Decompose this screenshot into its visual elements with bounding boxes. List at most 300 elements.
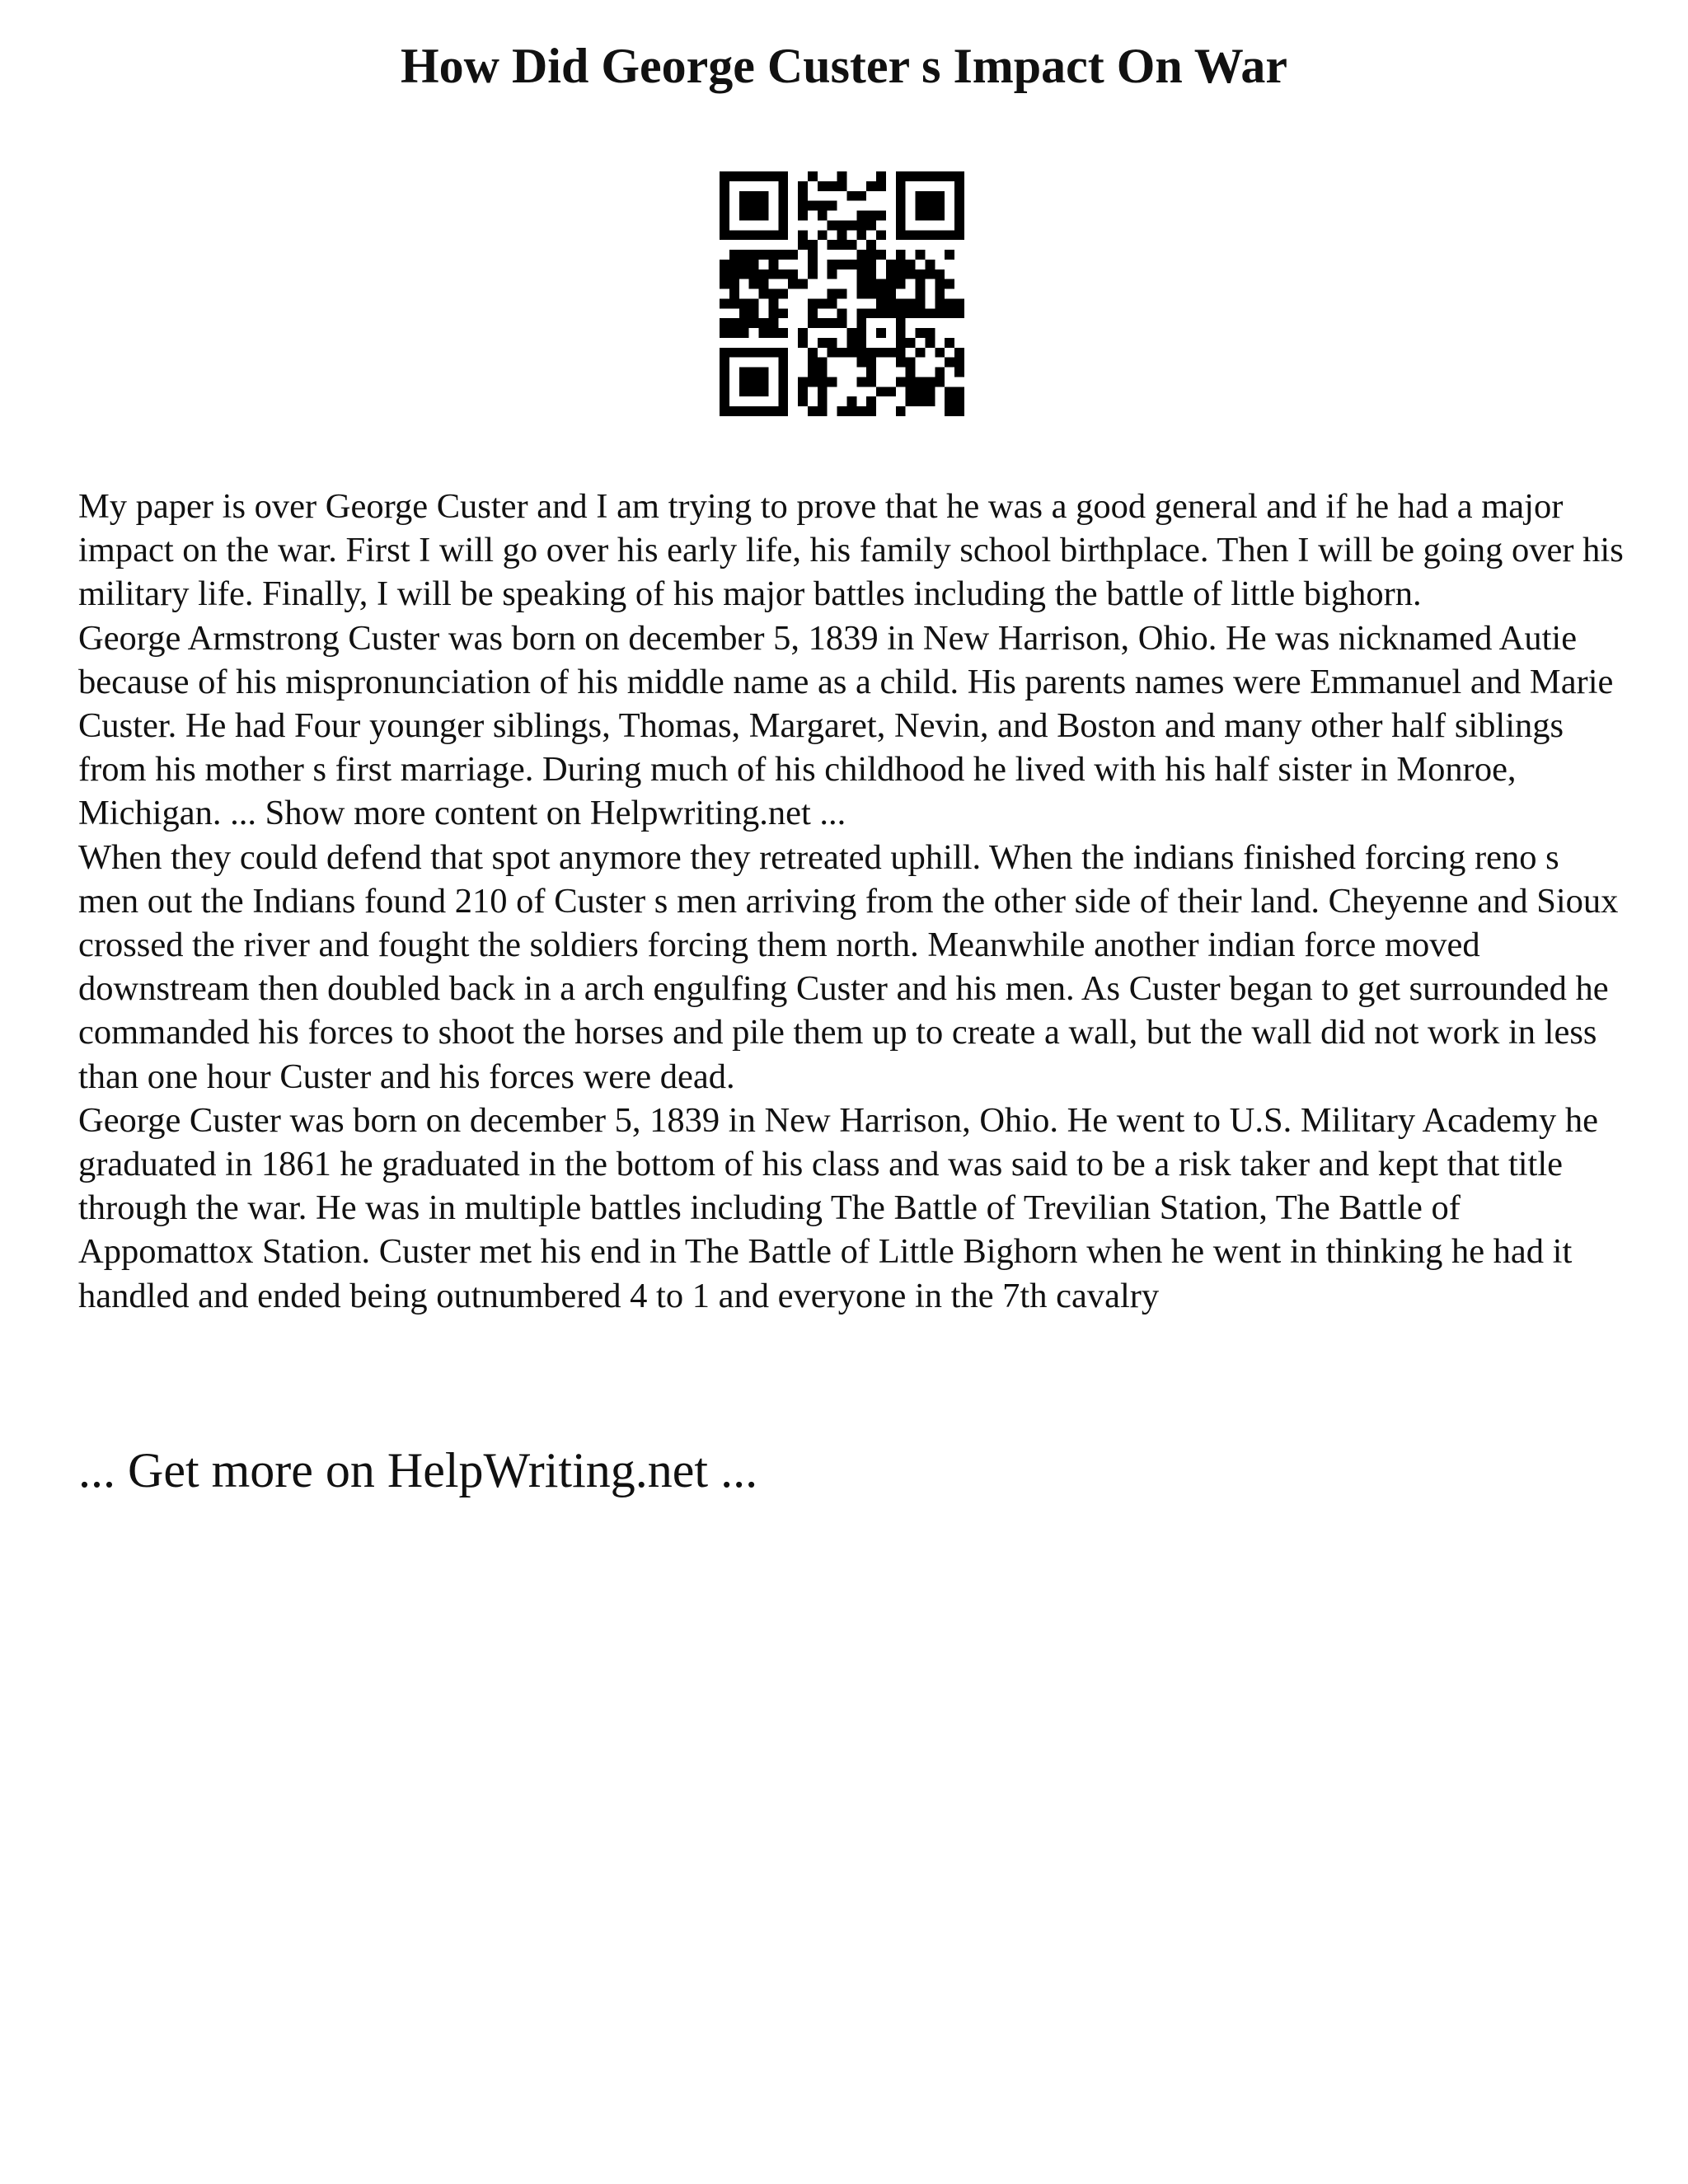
qr-module — [778, 406, 788, 416]
qr-module — [945, 250, 954, 260]
qr-module — [906, 358, 916, 368]
qr-module — [886, 348, 896, 358]
qr-module — [818, 298, 828, 308]
qr-module — [828, 240, 837, 250]
qr-module — [808, 368, 818, 377]
qr-module — [729, 230, 739, 240]
qr-module — [837, 308, 847, 318]
qr-module — [925, 377, 935, 387]
qr-module — [916, 348, 926, 358]
qr-module — [720, 387, 729, 396]
qr-module — [906, 387, 916, 396]
qr-module — [778, 348, 788, 358]
qr-module — [759, 406, 769, 416]
qr-module — [954, 220, 964, 230]
qr-module — [866, 279, 876, 289]
qr-module — [896, 298, 906, 308]
qr-module — [768, 171, 778, 181]
qr-module — [828, 298, 837, 308]
qr-module — [866, 181, 876, 191]
qr-module — [896, 358, 906, 368]
qr-module — [788, 279, 798, 289]
qr-module — [896, 328, 906, 338]
qr-module — [759, 201, 769, 211]
qr-module — [828, 377, 837, 387]
qr-module — [818, 396, 828, 406]
qr-module — [876, 211, 886, 221]
qr-module — [798, 396, 808, 406]
qr-module — [778, 289, 788, 299]
qr-module — [837, 171, 847, 181]
qr-module — [759, 318, 769, 328]
qr-module — [886, 260, 896, 269]
qr-module — [778, 220, 788, 230]
qr-module — [720, 230, 729, 240]
qr-module — [759, 289, 769, 299]
qr-module — [768, 308, 778, 318]
qr-module — [945, 230, 954, 240]
qr-module — [749, 191, 759, 201]
qr-module — [759, 250, 769, 260]
qr-module — [837, 318, 847, 328]
qr-module — [876, 279, 886, 289]
qr-module — [720, 377, 729, 387]
qr-module — [856, 289, 866, 299]
qr-module — [935, 377, 945, 387]
qr-module — [788, 269, 798, 279]
qr-module — [925, 308, 935, 318]
qr-module — [778, 230, 788, 240]
qr-module — [739, 269, 749, 279]
qr-module — [846, 191, 856, 201]
qr-module — [798, 240, 808, 250]
qr-module — [906, 396, 916, 406]
qr-module — [798, 230, 808, 240]
qr-module — [828, 338, 837, 348]
paragraph-intro: My paper is over George Custer and I am trying to prove that he was a good general and if he had a major impact on the war. First I will go over his early life, his family school birthplace. Then I will be going over his military life. Finally, I will be speaking of his major battles including the battle of little bighorn. — [78, 487, 1624, 614]
qr-module — [818, 318, 828, 328]
qr-module — [945, 396, 954, 406]
qr-module — [739, 348, 749, 358]
qr-module — [896, 377, 906, 387]
qr-module — [729, 348, 739, 358]
qr-module — [935, 308, 945, 318]
qr-module — [906, 230, 916, 240]
qr-module — [729, 318, 739, 328]
qr-module — [866, 250, 876, 260]
qr-module — [916, 308, 926, 318]
qr-module — [778, 211, 788, 221]
qr-module — [954, 298, 964, 308]
qr-module — [818, 358, 828, 368]
qr-module — [798, 201, 808, 211]
qr-module — [828, 348, 837, 358]
paragraph-battle: When they could defend that spot anymore they retreated uphill. When the indians finished forcing reno s men out the Indians found 210 of Custer s men arriving from the other side of their land. Cheyenne and Sioux crossed the river and fought the soldiers forcing them north. Meanwhile another indian force moved downstream then doubled back in a arch engulfing Custer and his men. As Custer began to get surrounded he commanded his forces to shoot the horses and pile them up to create a wall, but the wall did not work in less than one hour Custer and his forces were dead. — [78, 837, 1619, 1096]
qr-module — [778, 396, 788, 406]
qr-module — [749, 279, 759, 289]
qr-module — [759, 348, 769, 358]
qr-module — [896, 181, 906, 191]
qr-module — [837, 240, 847, 250]
qr-module — [739, 308, 749, 318]
qr-module — [866, 269, 876, 279]
qr-module — [916, 269, 926, 279]
qr-module — [808, 406, 818, 416]
qr-module — [906, 269, 916, 279]
qr-module — [866, 406, 876, 416]
qr-module — [739, 191, 749, 201]
qr-module — [925, 269, 935, 279]
qr-module — [886, 298, 896, 308]
qr-module — [856, 318, 866, 328]
qr-module — [729, 250, 739, 260]
qr-module — [896, 211, 906, 221]
qr-module — [866, 260, 876, 269]
qr-module — [808, 240, 818, 250]
qr-module — [778, 368, 788, 377]
document-body — [78, 485, 1628, 1318]
qr-module — [896, 260, 906, 269]
qr-module — [818, 387, 828, 396]
qr-module — [935, 230, 945, 240]
page-title: How Did George Custer s Impact On War — [400, 39, 1288, 93]
qr-module — [846, 260, 856, 269]
qr-module — [768, 289, 778, 299]
qr-module — [925, 211, 935, 221]
qr-module — [749, 211, 759, 221]
qr-module — [739, 318, 749, 328]
qr-module — [749, 308, 759, 318]
qr-module — [729, 298, 739, 308]
qr-module — [954, 406, 964, 416]
qr-module — [759, 171, 769, 181]
qr-module — [759, 328, 769, 338]
qr-module — [945, 338, 954, 348]
qr-module — [837, 348, 847, 358]
qr-module — [866, 220, 876, 230]
qr-module — [828, 289, 837, 299]
qr-code-icon — [720, 171, 964, 416]
qr-module — [720, 220, 729, 230]
qr-module — [720, 328, 729, 338]
qr-module — [720, 358, 729, 368]
qr-module — [945, 171, 954, 181]
qr-module — [945, 308, 954, 318]
qr-module — [720, 201, 729, 211]
qr-module — [846, 406, 856, 416]
qr-module — [759, 279, 769, 289]
qr-module — [925, 171, 935, 181]
qr-module — [837, 220, 847, 230]
qr-module — [778, 201, 788, 211]
qr-module — [896, 269, 906, 279]
qr-module — [856, 269, 866, 279]
qr-module — [808, 318, 818, 328]
qr-module — [759, 387, 769, 396]
qr-module — [886, 308, 896, 318]
qr-module — [768, 406, 778, 416]
qr-module — [935, 348, 945, 358]
qr-module — [896, 191, 906, 201]
qr-module — [808, 260, 818, 269]
qr-module — [798, 211, 808, 221]
qr-module — [896, 230, 906, 240]
qr-module — [916, 396, 926, 406]
qr-module — [749, 269, 759, 279]
qr-module — [954, 211, 964, 221]
qr-module — [749, 368, 759, 377]
qr-module — [729, 171, 739, 181]
qr-module — [759, 368, 769, 377]
qr-module — [866, 396, 876, 406]
paragraph-early-life: George Armstrong Custer was born on december 5, 1839 in New Harrison, Ohio. He was nicknamed Autie because of his mispronunciation of his middle name as a child. His parents names were Emmanuel and Marie Custer. He had Four younger siblings, Thomas, Margaret, Nevin, and Boston and many other half siblings from his mother s first marriage. During much of his childhood he lived with his half sister in Monroe, Michigan. ... Show more content on Helpwriting.net ... — [78, 618, 1614, 833]
qr-module — [856, 260, 866, 269]
qr-module — [739, 250, 749, 260]
qr-module — [739, 201, 749, 211]
qr-module — [876, 289, 886, 299]
qr-module — [759, 211, 769, 221]
qr-module — [729, 328, 739, 338]
qr-module — [720, 348, 729, 358]
qr-module — [778, 191, 788, 201]
qr-module — [729, 279, 739, 289]
qr-module — [896, 171, 906, 181]
qr-module — [896, 250, 906, 260]
qr-module — [749, 260, 759, 269]
qr-module — [935, 171, 945, 181]
qr-module — [729, 260, 739, 269]
qr-module — [720, 269, 729, 279]
qr-module — [876, 328, 886, 338]
qr-module — [896, 279, 906, 289]
qr-module — [749, 348, 759, 358]
qr-module — [866, 368, 876, 377]
qr-module — [828, 260, 837, 269]
qr-module — [906, 260, 916, 269]
qr-module — [935, 289, 945, 299]
qr-module — [739, 387, 749, 396]
qr-module — [906, 298, 916, 308]
qr-module — [768, 269, 778, 279]
get-more-link[interactable]: ... Get more on HelpWriting.net ... — [78, 1443, 758, 1497]
qr-module — [856, 338, 866, 348]
qr-module — [739, 298, 749, 308]
qr-module — [759, 377, 769, 387]
qr-module — [886, 289, 896, 299]
qr-module — [945, 406, 954, 416]
qr-module — [798, 338, 808, 348]
qr-module — [945, 298, 954, 308]
qr-module — [925, 260, 935, 269]
qr-module — [778, 387, 788, 396]
paragraph-summary: George Custer was born on december 5, 1839 in New Harrison, Ohio. He went to U.S. Military Academy he graduated in 1861 he graduated in the bottom of his class and was said to be a risk taker and kept that title through the war. He was in multiple battles including The Battle of Trevilian Station, The Battle of Appomattox Station. Custer met his end in The Battle of Little Bighorn when he went in thinking he had it handled and ended being outnumbered 4 to 1 and everyone in the 7th cavalry — [78, 1100, 1599, 1315]
qr-module — [954, 181, 964, 191]
qr-module — [856, 377, 866, 387]
qr-module — [906, 377, 916, 387]
qr-module — [798, 279, 808, 289]
qr-module — [916, 377, 926, 387]
qr-module — [778, 358, 788, 368]
qr-module — [954, 230, 964, 240]
qr-module — [768, 348, 778, 358]
qr-module — [749, 298, 759, 308]
qr-module — [925, 387, 935, 396]
qr-module — [846, 240, 856, 250]
qr-module — [935, 191, 945, 201]
qr-module — [739, 328, 749, 338]
qr-module — [896, 308, 906, 318]
qr-module — [846, 328, 856, 338]
qr-module — [808, 298, 818, 308]
qr-module — [739, 377, 749, 387]
qr-module — [876, 250, 886, 260]
qr-module — [925, 338, 935, 348]
qr-module — [945, 279, 954, 289]
qr-module — [808, 171, 818, 181]
qr-module — [954, 201, 964, 211]
qr-module — [828, 181, 837, 191]
qr-module — [837, 260, 847, 269]
qr-module — [886, 269, 896, 279]
qr-module — [896, 201, 906, 211]
qr-module — [768, 318, 778, 328]
qr-module — [818, 377, 828, 387]
qr-module — [808, 269, 818, 279]
qr-module — [866, 358, 876, 368]
qr-module — [749, 318, 759, 328]
qr-module — [798, 387, 808, 396]
qr-module — [818, 181, 828, 191]
qr-module — [828, 269, 837, 279]
qr-module — [856, 191, 866, 201]
qr-module — [749, 406, 759, 416]
qr-module — [720, 260, 729, 269]
qr-module — [759, 230, 769, 240]
qr-module — [837, 406, 847, 416]
qr-module — [866, 289, 876, 299]
qr-module — [916, 250, 926, 260]
qr-module — [720, 298, 729, 308]
qr-module — [925, 396, 935, 406]
qr-module — [935, 279, 945, 289]
qr-module — [935, 368, 945, 377]
qr-module — [778, 328, 788, 338]
qr-module — [866, 211, 876, 221]
qr-module — [876, 348, 886, 358]
qr-module — [954, 171, 964, 181]
qr-module — [954, 387, 964, 396]
qr-module — [846, 348, 856, 358]
qr-module — [856, 328, 866, 338]
qr-module — [935, 211, 945, 221]
qr-module — [749, 377, 759, 387]
qr-module — [876, 230, 886, 240]
qr-module — [935, 298, 945, 308]
qr-module — [866, 240, 876, 250]
qr-module — [818, 211, 828, 221]
qr-module — [828, 318, 837, 328]
qr-module — [876, 387, 886, 396]
qr-module — [906, 308, 916, 318]
qr-module — [876, 171, 886, 181]
qr-module — [954, 348, 964, 358]
qr-module — [828, 201, 837, 211]
qr-module — [768, 250, 778, 260]
qr-module — [896, 220, 906, 230]
qr-module — [729, 269, 739, 279]
qr-module — [808, 308, 818, 318]
qr-module — [896, 338, 906, 348]
qr-module — [749, 171, 759, 181]
qr-module — [720, 318, 729, 328]
qr-module — [749, 230, 759, 240]
qr-module — [768, 298, 778, 308]
qr-module — [846, 396, 856, 406]
qr-module — [778, 377, 788, 387]
qr-module — [818, 368, 828, 377]
qr-module — [798, 181, 808, 191]
qr-module — [916, 171, 926, 181]
qr-module — [906, 171, 916, 181]
qr-module — [896, 406, 906, 416]
qr-module — [916, 211, 926, 221]
qr-module — [925, 230, 935, 240]
qr-module — [856, 230, 866, 240]
qr-module — [720, 171, 729, 181]
qr-module — [759, 269, 769, 279]
qr-module — [856, 279, 866, 289]
qr-module — [739, 368, 749, 377]
qr-module — [720, 279, 729, 289]
qr-module — [818, 338, 828, 348]
qr-module — [739, 171, 749, 181]
qr-module — [739, 260, 749, 269]
qr-code-graphic — [720, 171, 964, 416]
qr-module — [768, 260, 778, 269]
qr-module — [828, 220, 837, 230]
qr-module — [837, 289, 847, 299]
qr-module — [720, 191, 729, 201]
qr-module — [876, 181, 886, 191]
qr-module — [808, 348, 818, 358]
qr-module — [896, 348, 906, 358]
qr-module — [749, 387, 759, 396]
qr-module — [866, 348, 876, 358]
qr-module — [808, 358, 818, 368]
qr-module — [768, 328, 778, 338]
qr-module — [818, 201, 828, 211]
qr-module — [739, 230, 749, 240]
qr-module — [856, 308, 866, 318]
qr-module — [935, 269, 945, 279]
qr-module — [818, 406, 828, 416]
qr-module — [866, 308, 876, 318]
qr-module — [846, 338, 856, 348]
qr-module — [916, 289, 926, 299]
qr-module — [876, 298, 886, 308]
qr-module — [808, 201, 818, 211]
qr-module — [818, 230, 828, 240]
qr-module — [906, 368, 916, 377]
qr-module — [856, 211, 866, 221]
qr-module — [856, 406, 866, 416]
qr-module — [945, 387, 954, 396]
qr-module — [739, 406, 749, 416]
qr-module — [954, 308, 964, 318]
qr-module — [720, 181, 729, 191]
qr-module — [729, 289, 739, 299]
qr-module — [759, 191, 769, 201]
